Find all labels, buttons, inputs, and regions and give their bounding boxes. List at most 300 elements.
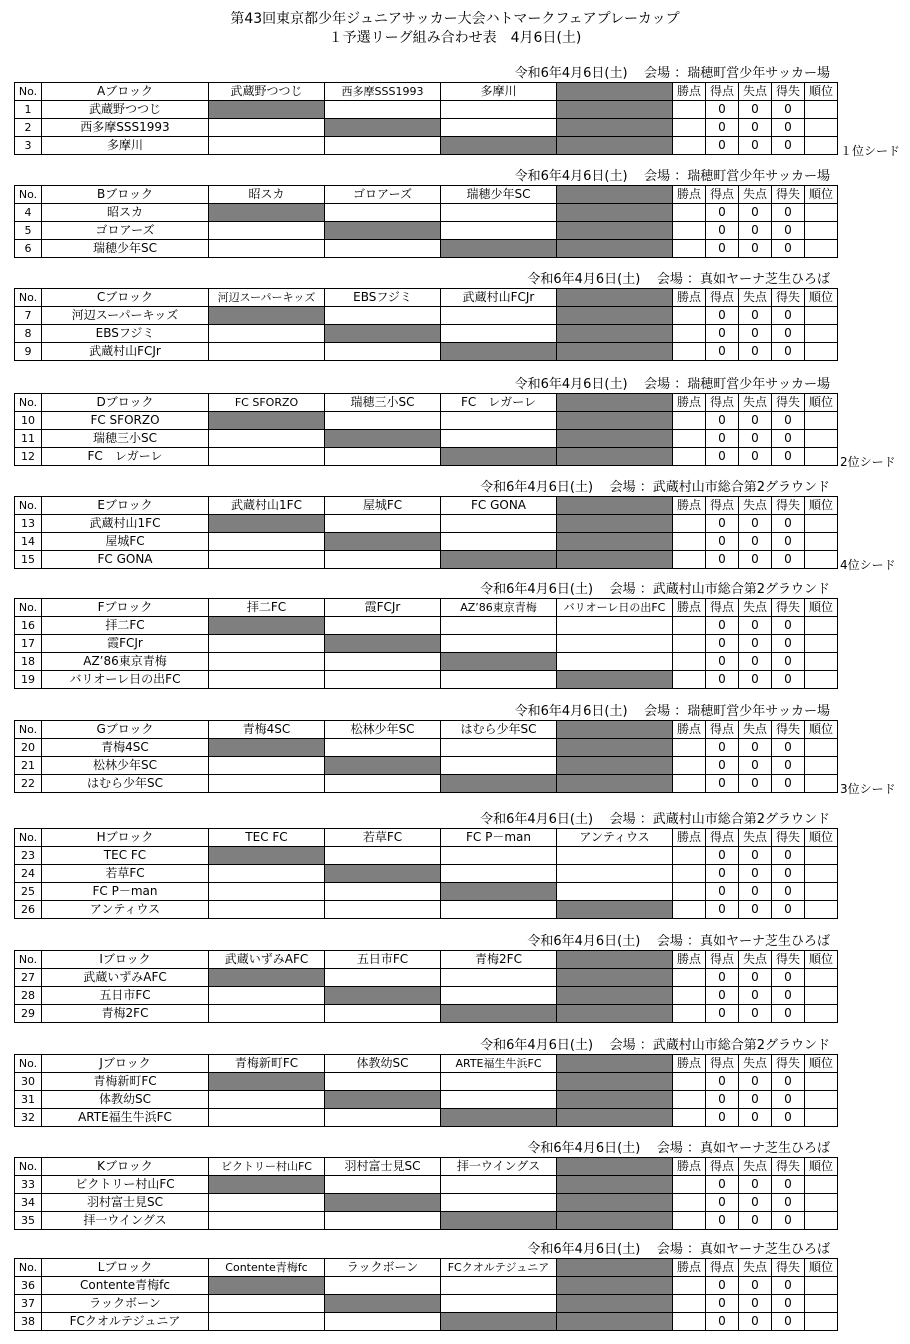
match-result-cell bbox=[441, 101, 557, 119]
team-name: アンティウス bbox=[42, 901, 209, 919]
match-result-cell bbox=[557, 1176, 673, 1194]
match-result-cell bbox=[441, 757, 557, 775]
stat-cell: 0 bbox=[739, 551, 772, 569]
stat-cell: 0 bbox=[739, 515, 772, 533]
stat-cell: 0 bbox=[706, 653, 739, 671]
match-result-cell bbox=[557, 865, 673, 883]
block-date: 令和6年4月6日(土) bbox=[480, 1038, 594, 1053]
match-result-cell bbox=[441, 617, 557, 635]
stat-header: 得点 bbox=[706, 829, 739, 847]
stat-cell: 0 bbox=[739, 343, 772, 361]
match-result-cell bbox=[557, 307, 673, 325]
team-row bbox=[15, 137, 838, 155]
points-cell bbox=[673, 1212, 706, 1230]
self-match-cell bbox=[325, 1194, 441, 1212]
match-result-cell bbox=[325, 137, 441, 155]
stat-cell: 0 bbox=[706, 430, 739, 448]
points-cell bbox=[673, 1194, 706, 1212]
stat-cell: 0 bbox=[739, 137, 772, 155]
team-number: 32 bbox=[15, 1109, 42, 1127]
match-result-cell bbox=[557, 987, 673, 1005]
team-name: 西多摩SSS1993 bbox=[42, 119, 209, 137]
team-number: 14 bbox=[15, 533, 42, 551]
team-name: 青梅2FC bbox=[42, 1005, 209, 1023]
block-name: Jブロック bbox=[42, 1055, 209, 1073]
team-name: FC レガーレ bbox=[42, 448, 209, 466]
block-date: 令和6年4月6日(土) bbox=[514, 377, 628, 392]
opponent-column-header: 青梅2FC bbox=[441, 951, 557, 969]
points-cell bbox=[673, 757, 706, 775]
stat-cell: 0 bbox=[706, 901, 739, 919]
col-header-no: No. bbox=[15, 951, 42, 969]
rank-cell bbox=[805, 325, 838, 343]
rank-cell bbox=[805, 1176, 838, 1194]
team-row bbox=[15, 1313, 838, 1331]
stat-cell: 0 bbox=[706, 847, 739, 865]
team-number: 38 bbox=[15, 1313, 42, 1331]
stat-header: 得点 bbox=[706, 394, 739, 412]
col-header-no: No. bbox=[15, 721, 42, 739]
block-date: 令和6年4月6日(土) bbox=[514, 704, 628, 719]
stat-header: 順位 bbox=[805, 829, 838, 847]
col-header-no: No. bbox=[15, 1055, 42, 1073]
stat-cell: 0 bbox=[706, 343, 739, 361]
block-schedule-header bbox=[527, 934, 830, 950]
stat-header: 失点 bbox=[739, 1158, 772, 1176]
block-schedule-header bbox=[480, 582, 830, 598]
venue-label: 会場 bbox=[644, 704, 671, 719]
team-row bbox=[15, 671, 838, 689]
stat-cell: 0 bbox=[772, 671, 805, 689]
block-schedule-header bbox=[527, 272, 830, 288]
team-name: バリオーレ日の出FC bbox=[42, 671, 209, 689]
team-row bbox=[15, 240, 838, 258]
team-row bbox=[15, 222, 838, 240]
block-schedule-header bbox=[527, 1141, 830, 1157]
block-schedule-header bbox=[480, 812, 830, 828]
match-result-cell bbox=[325, 969, 441, 987]
points-cell bbox=[673, 1313, 706, 1331]
venue-label: 会場 bbox=[656, 1242, 683, 1257]
team-row bbox=[15, 551, 838, 569]
team-number: 19 bbox=[15, 671, 42, 689]
team-name: 松林少年SC bbox=[42, 757, 209, 775]
stat-header: 勝点 bbox=[673, 497, 706, 515]
seed-label: 4位シード bbox=[840, 557, 896, 572]
match-result-cell bbox=[557, 448, 673, 466]
points-cell bbox=[673, 865, 706, 883]
points-cell bbox=[673, 987, 706, 1005]
opponent-column-header: 拝一ウイングス bbox=[441, 1158, 557, 1176]
points-cell bbox=[673, 1073, 706, 1091]
stat-header: 得失 bbox=[772, 289, 805, 307]
venue-name: ：瑞穂町営少年サッカー場 bbox=[674, 377, 830, 392]
stat-cell: 0 bbox=[706, 240, 739, 258]
match-result-cell bbox=[557, 1313, 673, 1331]
venue-label: 会場 bbox=[609, 1038, 636, 1053]
team-name: FC SFORZO bbox=[42, 412, 209, 430]
points-cell bbox=[673, 204, 706, 222]
stat-cell: 0 bbox=[772, 1005, 805, 1023]
stat-cell: 0 bbox=[706, 635, 739, 653]
opponent-column-header: EBSフジミ bbox=[325, 289, 441, 307]
stat-cell: 0 bbox=[739, 969, 772, 987]
stat-cell: 0 bbox=[706, 739, 739, 757]
team-row bbox=[15, 343, 838, 361]
match-result-cell bbox=[209, 448, 325, 466]
team-name: 若草FC bbox=[42, 865, 209, 883]
team-number: 13 bbox=[15, 515, 42, 533]
match-result-cell bbox=[209, 1212, 325, 1230]
points-cell bbox=[673, 653, 706, 671]
team-row bbox=[15, 617, 838, 635]
venue-label: 会場 bbox=[644, 377, 671, 392]
stat-cell: 0 bbox=[772, 757, 805, 775]
match-result-cell bbox=[557, 1109, 673, 1127]
team-row bbox=[15, 775, 838, 793]
stat-cell: 0 bbox=[739, 1091, 772, 1109]
col-header-no: No. bbox=[15, 186, 42, 204]
stat-header: 順位 bbox=[805, 599, 838, 617]
block-schedule-header bbox=[480, 480, 830, 496]
empty-column-header bbox=[557, 1259, 673, 1277]
opponent-column-header: 武蔵野つつじ bbox=[209, 83, 325, 101]
venue-name: ：武蔵村山市総合第2グラウンド bbox=[639, 1038, 830, 1053]
team-name: 武蔵村山1FC bbox=[42, 515, 209, 533]
empty-column-header bbox=[557, 186, 673, 204]
rank-cell bbox=[805, 1277, 838, 1295]
team-row bbox=[15, 1194, 838, 1212]
stat-cell: 0 bbox=[772, 325, 805, 343]
team-name: AZ’86東京青梅 bbox=[42, 653, 209, 671]
match-result-cell bbox=[557, 101, 673, 119]
rank-cell bbox=[805, 551, 838, 569]
stat-cell: 0 bbox=[772, 551, 805, 569]
stat-header: 失点 bbox=[739, 394, 772, 412]
self-match-cell bbox=[209, 412, 325, 430]
block-name: Hブロック bbox=[42, 829, 209, 847]
stat-cell: 0 bbox=[772, 448, 805, 466]
match-result-cell bbox=[557, 757, 673, 775]
opponent-column-header: AZ’86東京青梅 bbox=[441, 599, 557, 617]
team-name: ARTE福生牛浜FC bbox=[42, 1109, 209, 1127]
team-number: 18 bbox=[15, 653, 42, 671]
league-table bbox=[14, 598, 838, 689]
stat-cell: 0 bbox=[772, 1313, 805, 1331]
league-table bbox=[14, 1054, 838, 1127]
opponent-column-header: 河辺スーパーキッズ bbox=[209, 289, 325, 307]
stat-header: 失点 bbox=[739, 951, 772, 969]
page-subtitle: １予選リーグ組み合わせ表 4月6日(土) bbox=[328, 30, 582, 46]
self-match-cell bbox=[441, 448, 557, 466]
stat-cell: 0 bbox=[706, 1313, 739, 1331]
stat-cell: 0 bbox=[706, 1277, 739, 1295]
stat-cell: 0 bbox=[706, 757, 739, 775]
match-result-cell bbox=[441, 1194, 557, 1212]
venue-label: 会場 bbox=[609, 812, 636, 827]
stat-cell: 0 bbox=[739, 617, 772, 635]
self-match-cell bbox=[441, 1109, 557, 1127]
points-cell bbox=[673, 307, 706, 325]
rank-cell bbox=[805, 635, 838, 653]
opponent-column-header: はむら少年SC bbox=[441, 721, 557, 739]
match-result-cell bbox=[441, 222, 557, 240]
seed-label: 2位シード bbox=[840, 454, 896, 469]
team-row bbox=[15, 1176, 838, 1194]
match-result-cell bbox=[209, 533, 325, 551]
rank-cell bbox=[805, 1091, 838, 1109]
team-row bbox=[15, 325, 838, 343]
team-number: 36 bbox=[15, 1277, 42, 1295]
team-number: 33 bbox=[15, 1176, 42, 1194]
block-name: Bブロック bbox=[42, 186, 209, 204]
stat-header: 得点 bbox=[706, 1158, 739, 1176]
stat-header: 得点 bbox=[706, 1055, 739, 1073]
stat-header: 順位 bbox=[805, 1259, 838, 1277]
match-result-cell bbox=[325, 515, 441, 533]
points-cell bbox=[673, 412, 706, 430]
match-result-cell bbox=[325, 901, 441, 919]
team-number: 4 bbox=[15, 204, 42, 222]
empty-column-header bbox=[557, 951, 673, 969]
venue-name: ：武蔵村山市総合第2グラウンド bbox=[639, 582, 830, 597]
match-result-cell bbox=[441, 1176, 557, 1194]
self-match-cell bbox=[209, 847, 325, 865]
opponent-column-header: 若草FC bbox=[325, 829, 441, 847]
empty-column-header bbox=[557, 1158, 673, 1176]
match-result-cell bbox=[325, 448, 441, 466]
team-row bbox=[15, 653, 838, 671]
match-result-cell bbox=[557, 1194, 673, 1212]
block-date: 令和6年4月6日(土) bbox=[514, 169, 628, 184]
match-result-cell bbox=[557, 847, 673, 865]
stat-cell: 0 bbox=[772, 1091, 805, 1109]
team-name: ラックボーン bbox=[42, 1295, 209, 1313]
match-result-cell bbox=[557, 775, 673, 793]
stat-header: 得失 bbox=[772, 1259, 805, 1277]
rank-cell bbox=[805, 901, 838, 919]
opponent-column-header: 昭スカ bbox=[209, 186, 325, 204]
team-row bbox=[15, 448, 838, 466]
rank-cell bbox=[805, 448, 838, 466]
stat-cell: 0 bbox=[739, 325, 772, 343]
league-table bbox=[14, 496, 838, 569]
rank-cell bbox=[805, 883, 838, 901]
block-schedule-header bbox=[515, 704, 830, 720]
opponent-column-header: 多摩川 bbox=[441, 83, 557, 101]
match-result-cell bbox=[325, 412, 441, 430]
stat-cell: 0 bbox=[772, 1295, 805, 1313]
match-result-cell bbox=[441, 1091, 557, 1109]
self-match-cell bbox=[209, 1176, 325, 1194]
stat-cell: 0 bbox=[739, 1073, 772, 1091]
team-name: FC P－man bbox=[42, 883, 209, 901]
block-date: 令和6年4月6日(土) bbox=[527, 1242, 641, 1257]
rank-cell bbox=[805, 533, 838, 551]
stat-cell: 0 bbox=[739, 240, 772, 258]
stat-cell: 0 bbox=[706, 969, 739, 987]
opponent-column-header: 西多摩SSS1993 bbox=[325, 83, 441, 101]
stat-cell: 0 bbox=[772, 987, 805, 1005]
stat-header: 得点 bbox=[706, 289, 739, 307]
self-match-cell bbox=[441, 240, 557, 258]
opponent-column-header: FCクオルテジュニア bbox=[441, 1259, 557, 1277]
match-result-cell bbox=[325, 240, 441, 258]
rank-cell bbox=[805, 1194, 838, 1212]
opponent-column-header: 霞FCJr bbox=[325, 599, 441, 617]
points-cell bbox=[673, 739, 706, 757]
block-date: 令和6年4月6日(土) bbox=[480, 480, 594, 495]
team-number: 12 bbox=[15, 448, 42, 466]
team-name: 多摩川 bbox=[42, 137, 209, 155]
team-row bbox=[15, 1005, 838, 1023]
stat-cell: 0 bbox=[739, 653, 772, 671]
rank-cell bbox=[805, 865, 838, 883]
stat-cell: 0 bbox=[772, 901, 805, 919]
match-result-cell bbox=[209, 119, 325, 137]
stat-cell: 0 bbox=[739, 119, 772, 137]
self-match-cell bbox=[325, 635, 441, 653]
stat-cell: 0 bbox=[706, 1295, 739, 1313]
league-table bbox=[14, 828, 838, 919]
self-match-cell bbox=[557, 671, 673, 689]
venue-name: ：武蔵村山市総合第2グラウンド bbox=[639, 812, 830, 827]
stat-cell: 0 bbox=[772, 1194, 805, 1212]
team-number: 1 bbox=[15, 101, 42, 119]
stat-cell: 0 bbox=[739, 671, 772, 689]
stat-header: 勝点 bbox=[673, 394, 706, 412]
opponent-column-header: アンティウス bbox=[557, 829, 673, 847]
self-match-cell bbox=[325, 1091, 441, 1109]
match-result-cell bbox=[557, 1073, 673, 1091]
stat-header: 得失 bbox=[772, 721, 805, 739]
points-cell bbox=[673, 222, 706, 240]
venue-label: 会場 bbox=[609, 582, 636, 597]
block-date: 令和6年4月6日(土) bbox=[527, 272, 641, 287]
team-number: 7 bbox=[15, 307, 42, 325]
empty-column-header bbox=[557, 394, 673, 412]
opponent-column-header: ビクトリー村山FC bbox=[209, 1158, 325, 1176]
stat-header: 得失 bbox=[772, 83, 805, 101]
stat-cell: 0 bbox=[739, 635, 772, 653]
match-result-cell bbox=[441, 430, 557, 448]
match-result-cell bbox=[557, 204, 673, 222]
rank-cell bbox=[805, 101, 838, 119]
team-number: 37 bbox=[15, 1295, 42, 1313]
rank-cell bbox=[805, 1313, 838, 1331]
rank-cell bbox=[805, 739, 838, 757]
stat-header: 得点 bbox=[706, 186, 739, 204]
rank-cell bbox=[805, 847, 838, 865]
team-name: 青梅新町FC bbox=[42, 1073, 209, 1091]
match-result-cell bbox=[325, 653, 441, 671]
match-result-cell bbox=[209, 1313, 325, 1331]
league-table bbox=[14, 950, 838, 1023]
match-result-cell bbox=[325, 671, 441, 689]
stat-cell: 0 bbox=[739, 412, 772, 430]
stat-cell: 0 bbox=[772, 969, 805, 987]
stat-header: 順位 bbox=[805, 1158, 838, 1176]
opponent-column-header: 武蔵いずみAFC bbox=[209, 951, 325, 969]
stat-header: 勝点 bbox=[673, 83, 706, 101]
stat-cell: 0 bbox=[739, 307, 772, 325]
stat-header: 失点 bbox=[739, 497, 772, 515]
self-match-cell bbox=[441, 775, 557, 793]
match-result-cell bbox=[441, 635, 557, 653]
stat-cell: 0 bbox=[772, 1073, 805, 1091]
team-number: 28 bbox=[15, 987, 42, 1005]
self-match-cell bbox=[209, 739, 325, 757]
team-number: 3 bbox=[15, 137, 42, 155]
points-cell bbox=[673, 969, 706, 987]
stat-header: 得失 bbox=[772, 1055, 805, 1073]
stat-header: 得点 bbox=[706, 83, 739, 101]
points-cell bbox=[673, 617, 706, 635]
league-table bbox=[14, 1258, 838, 1331]
match-result-cell bbox=[325, 739, 441, 757]
points-cell bbox=[673, 1295, 706, 1313]
match-result-cell bbox=[557, 551, 673, 569]
stat-cell: 0 bbox=[706, 1091, 739, 1109]
venue-label: 会場 bbox=[656, 272, 683, 287]
opponent-column-header: 瑞穂少年SC bbox=[441, 186, 557, 204]
rank-cell bbox=[805, 653, 838, 671]
self-match-cell bbox=[441, 343, 557, 361]
stat-cell: 0 bbox=[706, 775, 739, 793]
self-match-cell bbox=[441, 1313, 557, 1331]
points-cell bbox=[673, 1005, 706, 1023]
rank-cell bbox=[805, 515, 838, 533]
block-date: 令和6年4月6日(土) bbox=[527, 1141, 641, 1156]
stat-cell: 0 bbox=[706, 671, 739, 689]
stat-cell: 0 bbox=[772, 847, 805, 865]
block-name: Cブロック bbox=[42, 289, 209, 307]
venue-name: ：瑞穂町営少年サッカー場 bbox=[674, 169, 830, 184]
rank-cell bbox=[805, 617, 838, 635]
match-result-cell bbox=[557, 635, 673, 653]
match-result-cell bbox=[557, 222, 673, 240]
stat-header: 勝点 bbox=[673, 186, 706, 204]
rank-cell bbox=[805, 430, 838, 448]
stat-cell: 0 bbox=[772, 1176, 805, 1194]
rank-cell bbox=[805, 969, 838, 987]
team-row bbox=[15, 1073, 838, 1091]
block-schedule-header bbox=[480, 1038, 830, 1054]
col-header-no: No. bbox=[15, 599, 42, 617]
stat-header: 勝点 bbox=[673, 1055, 706, 1073]
team-name: FCクオルテジュニア bbox=[42, 1313, 209, 1331]
team-number: 30 bbox=[15, 1073, 42, 1091]
stat-cell: 0 bbox=[772, 775, 805, 793]
page-title: 第43回東京都少年ジュニアサッカー大会ハトマークフェアプレーカップ bbox=[230, 11, 680, 27]
points-cell bbox=[673, 1176, 706, 1194]
col-header-no: No. bbox=[15, 289, 42, 307]
rank-cell bbox=[805, 1073, 838, 1091]
col-header-no: No. bbox=[15, 497, 42, 515]
team-name: 昭スカ bbox=[42, 204, 209, 222]
stat-cell: 0 bbox=[706, 1109, 739, 1127]
self-match-cell bbox=[441, 551, 557, 569]
block-date: 令和6年4月6日(土) bbox=[480, 582, 594, 597]
match-result-cell bbox=[557, 325, 673, 343]
team-row bbox=[15, 1295, 838, 1313]
stat-header: 得点 bbox=[706, 721, 739, 739]
match-result-cell bbox=[325, 1313, 441, 1331]
opponent-column-header: 瑞穂三小SC bbox=[325, 394, 441, 412]
team-number: 31 bbox=[15, 1091, 42, 1109]
self-match-cell bbox=[209, 1277, 325, 1295]
stat-cell: 0 bbox=[739, 222, 772, 240]
